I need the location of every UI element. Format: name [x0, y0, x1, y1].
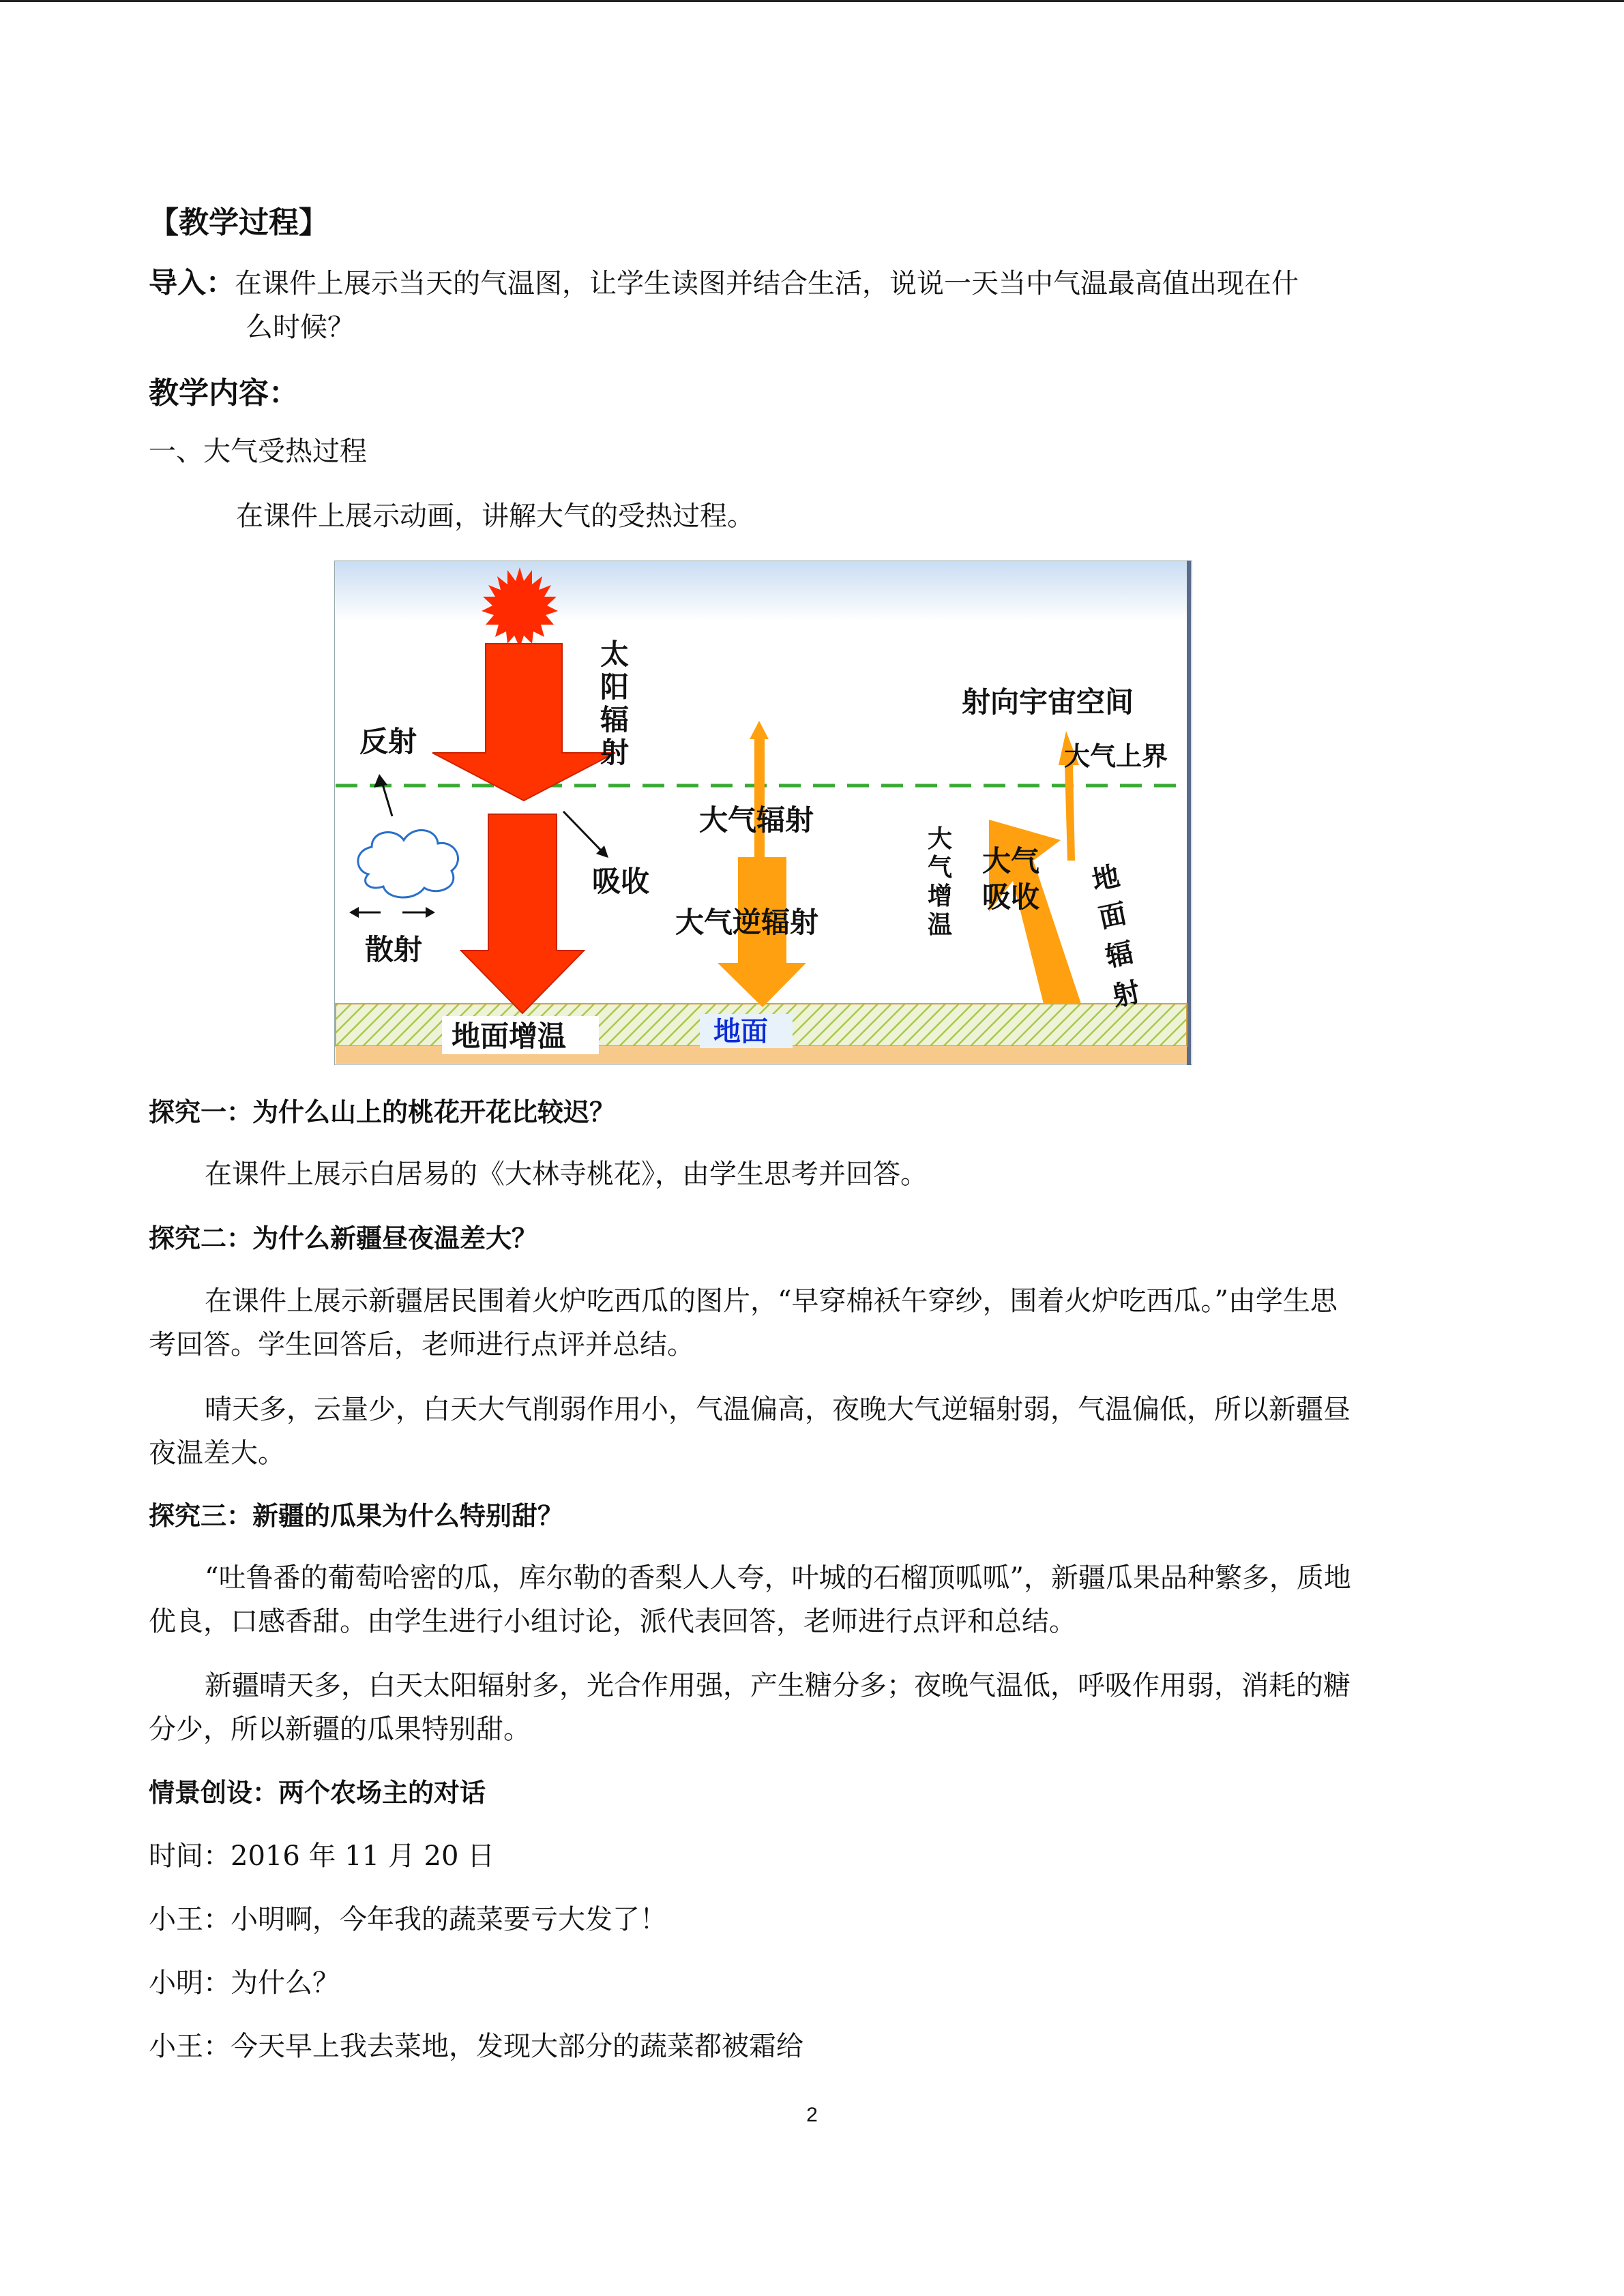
explore3-paragraph1: “吐鲁番的葡萄哈密的瓜，库尔勒的香梨人人夸，叶城的石榴顶呱呱”，新疆瓜果品种繁多，质地优良，口感香甜。由学生进行小组讨论，派代表回答，老师进行点评和总结。 — [149, 1562, 1351, 1637]
label-atmo-warming-2: 气 — [928, 854, 953, 882]
intro-paragraph — [149, 261, 1363, 349]
section1-text: 在课件上展示动画，讲解大气的受热过程。 — [236, 501, 754, 532]
dialogue-line-2: 小明：为什么？ — [149, 1967, 340, 1999]
explore2-paragraph1: 在课件上展示新疆居民围着火炉吃西瓜的图片，“早穿棉袄午穿纱，围着火炉吃西瓜。”由学生思考回答。学生回答后，老师进行点评并总结。 — [149, 1285, 1338, 1360]
label-atmosphere-top: 大气上界 — [1064, 741, 1168, 771]
label-scatter: 散射 — [365, 933, 423, 966]
label-ground-warming: 地面增温 — [452, 1019, 567, 1053]
content-heading: 教学内容： — [149, 376, 299, 411]
explore3-paragraph2: 新疆晴天多，白天太阳辐射多，光合作用强，产生糖分多；夜晚气温低，呼吸作用弱，消耗的糖分少，所以新疆的瓜果特别甜。 — [149, 1670, 1350, 1745]
scenario-title: 情景创设：两个农场主的对话 — [149, 1778, 486, 1808]
section1-title: 一、大气受热过程 — [149, 436, 367, 467]
section-heading-teaching-process: 【教学过程】 — [149, 205, 329, 240]
label-ground-radiation-1: 地 — [1089, 860, 1123, 897]
intro-text-line1: 在课件上展示当天的气温图，让学生读图并结合生活，说说一天当中气温最高值出现在什 — [235, 268, 1299, 299]
label-sun-radiation-1: 太 — [600, 638, 630, 671]
label-atmo-warming-1: 大 — [928, 825, 953, 853]
label-atmo-absorb-2: 吸收 — [982, 880, 1040, 914]
explore1-text: 在课件上展示白居易的《大林寺桃花》，由学生思考并回答。 — [205, 1159, 928, 1190]
label-atmospheric-radiation: 大气辐射 — [699, 803, 814, 837]
label-ground: 地面 — [713, 1016, 768, 1047]
scenario-time: 时间：2016 年 11 月 20 日 — [149, 1840, 495, 1872]
page-number: 2 — [806, 2104, 818, 2126]
label-ground-radiation-4: 射 — [1109, 976, 1143, 1013]
atmosphere-heating-diagram — [334, 561, 1192, 1065]
dialogue-line-1: 小王：小明啊，今年我的蔬菜要亏大发了！ — [149, 1904, 667, 1935]
label-sun-radiation-3: 辐 — [600, 703, 630, 736]
label-reflect: 反射 — [359, 725, 417, 758]
label-ground-radiation-2: 面 — [1095, 897, 1130, 935]
explore2-paragraph2: 晴天多，云量少，白天大气削弱作用小，气温偏高，夜晚大气逆辐射弱，气温偏低，所以新疆昼夜温差大。 — [149, 1394, 1350, 1469]
intro-label: 导入： — [149, 266, 235, 299]
page-top-border — [0, 0, 1624, 2]
label-absorb: 吸收 — [592, 865, 650, 898]
label-atmo-warming-4: 温 — [928, 911, 953, 939]
label-atmo-absorb-1: 大气 — [982, 844, 1040, 878]
intro-text-line2: 么时候？ — [246, 312, 355, 343]
label-sun-radiation-4: 射 — [600, 736, 630, 769]
explore3-question: 探究三：新疆的瓜果为什么特别甜？ — [149, 1501, 564, 1531]
explore1-question: 探究一：为什么山上的桃花开花比较迟？ — [149, 1097, 616, 1127]
label-atmo-warming-3: 增 — [928, 882, 953, 910]
label-ground-radiation-3: 辐 — [1102, 936, 1136, 974]
diagram-right-border — [1187, 561, 1191, 1065]
dialogue-line-3: 小王：今天早上我去菜地，发现大部分的蔬菜都被霜给 — [149, 2031, 803, 2062]
label-sun-radiation-2: 阳 — [600, 670, 630, 704]
explore2-question: 探究二：为什么新疆昼夜温差大？ — [149, 1223, 538, 1253]
label-atmospheric-counter-radiation: 大气逆辐射 — [675, 906, 819, 939]
label-to-space: 射向宇宙空间 — [962, 685, 1134, 719]
